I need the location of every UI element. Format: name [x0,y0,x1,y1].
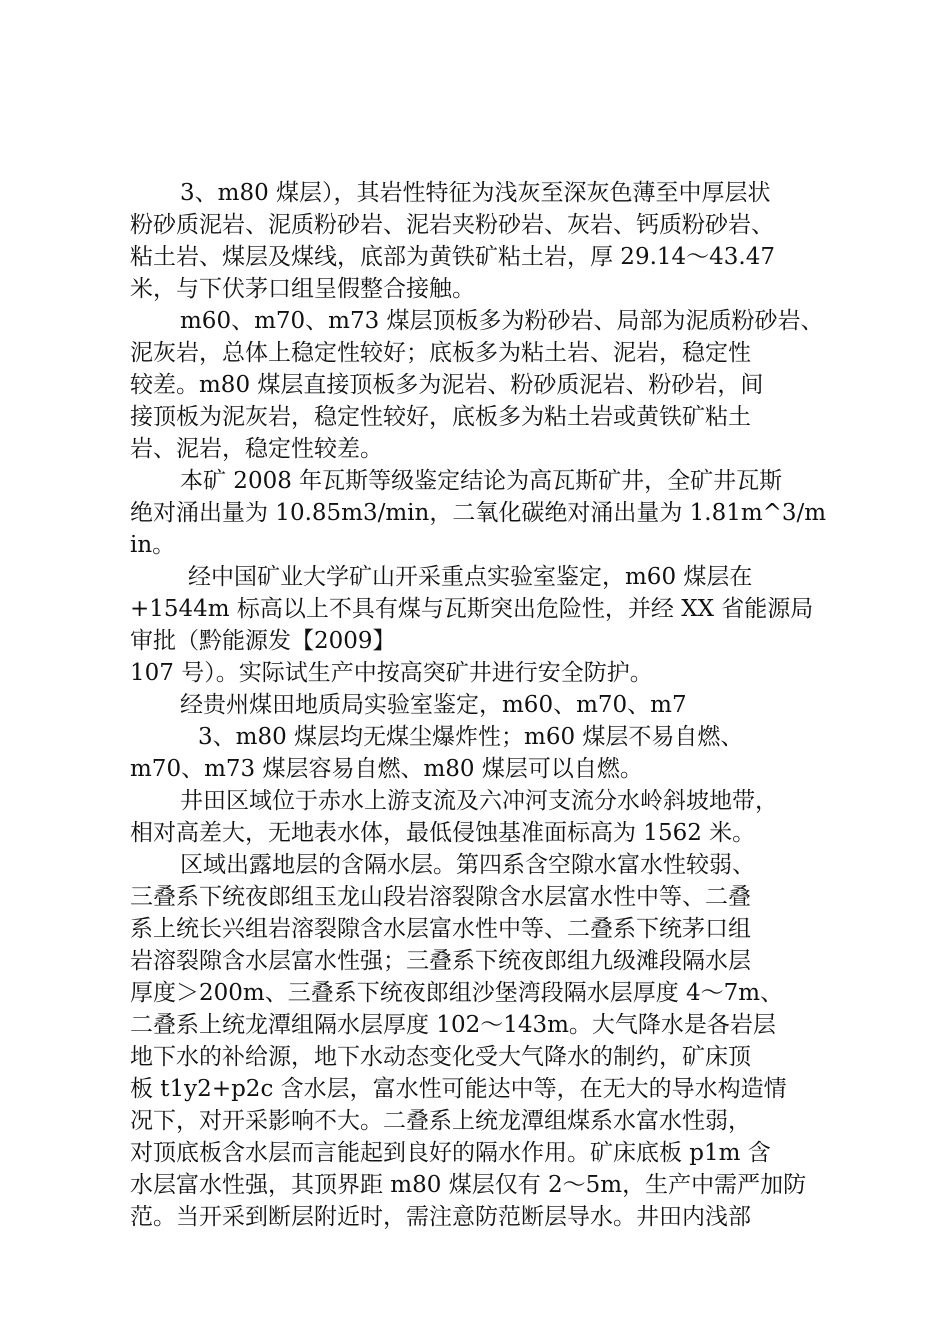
text-line: 粉砂质泥岩、泥质粉砂岩、泥岩夹粉砂岩、灰岩、钙质粉砂岩、 [130,212,774,238]
text-line: 107 号）。实际试生产中按高突矿井进行安全防护。 [130,660,653,686]
text-line: 相对高差大，无地表水体，最低侵蚀基准面标高为 1562 米。 [130,820,756,846]
text-line: 厚度＞200m、三叠系下统夜郎组沙堡湾段隔水层厚度 4～7m、 [130,980,784,1006]
text-line: 较差。m80 煤层直接顶板多为泥岩、粉砂质泥岩、粉砂岩，间 [130,372,764,398]
text-line: 范。当开采到断层附近时，需注意防范断层导水。井田内浅部 [130,1204,751,1230]
text-line: +1544m 标高以上不具有煤与瓦斯突出危险性，并经 XX 省能源局 [130,596,814,622]
text-line: 对顶底板含水层而言能起到良好的隔水作用。矿床底板 p1m 含 [130,1140,771,1166]
text-line: 三叠系下统夜郎组玉龙山段岩溶裂隙含水层富水性中等、二叠 [130,884,751,910]
text-line: 二叠系上统龙潭组隔水层厚度 102～143m。大气降水是各岩层 [130,1012,776,1038]
text-line: 泥灰岩，总体上稳定性较好；底板多为粘土岩、泥岩，稳定性 [130,340,751,366]
text-line: 岩溶裂隙含水层富水性强；三叠系下统夜郎组九级滩段隔水层 [130,948,751,974]
text-line: 经贵州煤田地质局实验室鉴定，m60、m70、m7 [180,692,687,718]
text-line: 系上统长兴组岩溶裂隙含水层富水性中等、二叠系下统茅口组 [130,916,751,942]
text-line: 区域出露地层的含隔水层。第四系含空隙水富水性较弱、 [180,852,755,878]
text-line: 水层富水性强，其顶界距 m80 煤层仅有 2～5m，生产中需严加防 [130,1172,807,1198]
text-line: in。 [130,532,176,558]
text-line: 接顶板为泥灰岩，稳定性较好，底板多为粘土岩或黄铁矿粘土 [130,404,751,430]
text-line: 板 t1y2+p2c 含水层，富水性可能达中等，在无大的导水构造情 [130,1076,787,1102]
text-line: 经中国矿业大学矿山开采重点实验室鉴定，m60 煤层在 [188,564,753,590]
text-line: 井田区域位于赤水上游支流及六冲河支流分水岭斜坡地带， [180,788,778,814]
text-line: 地下水的补给源，地下水动态变化受大气降水的制约，矿床顶 [130,1044,751,1070]
text-line: 岩、泥岩，稳定性较差。 [130,436,383,462]
text-line: m70、m73 煤层容易自燃、m80 煤层可以自燃。 [130,756,643,782]
text-line: 粘土岩、煤层及煤线，底部为黄铁矿粘土岩，厚 29.14～43.47 [130,244,775,270]
text-line: 米，与下伏茅口组呈假整合接触。 [130,276,475,302]
text-line: 况下，对开采影响不大。二叠系上统龙潭组煤系水富水性弱， [130,1108,751,1134]
text-line: 本矿 2008 年瓦斯等级鉴定结论为高瓦斯矿井，全矿井瓦斯 [180,468,783,494]
text-line: 绝对涌出量为 10.85m3/min，二氧化碳绝对涌出量为 1.81m^3/m [130,500,827,526]
text-line: 审批（黔能源发【2009】 [130,628,396,654]
text-line: m60、m70、m73 煤层顶板多为粉砂岩、局部为泥质粉砂岩、 [180,308,824,334]
text-line: 3、m80 煤层），其岩性特征为浅灰至深灰色薄至中厚层状 [180,180,771,206]
text-line: 3、m80 煤层均无煤尘爆炸性；m60 煤层不易自燃、 [198,724,744,750]
